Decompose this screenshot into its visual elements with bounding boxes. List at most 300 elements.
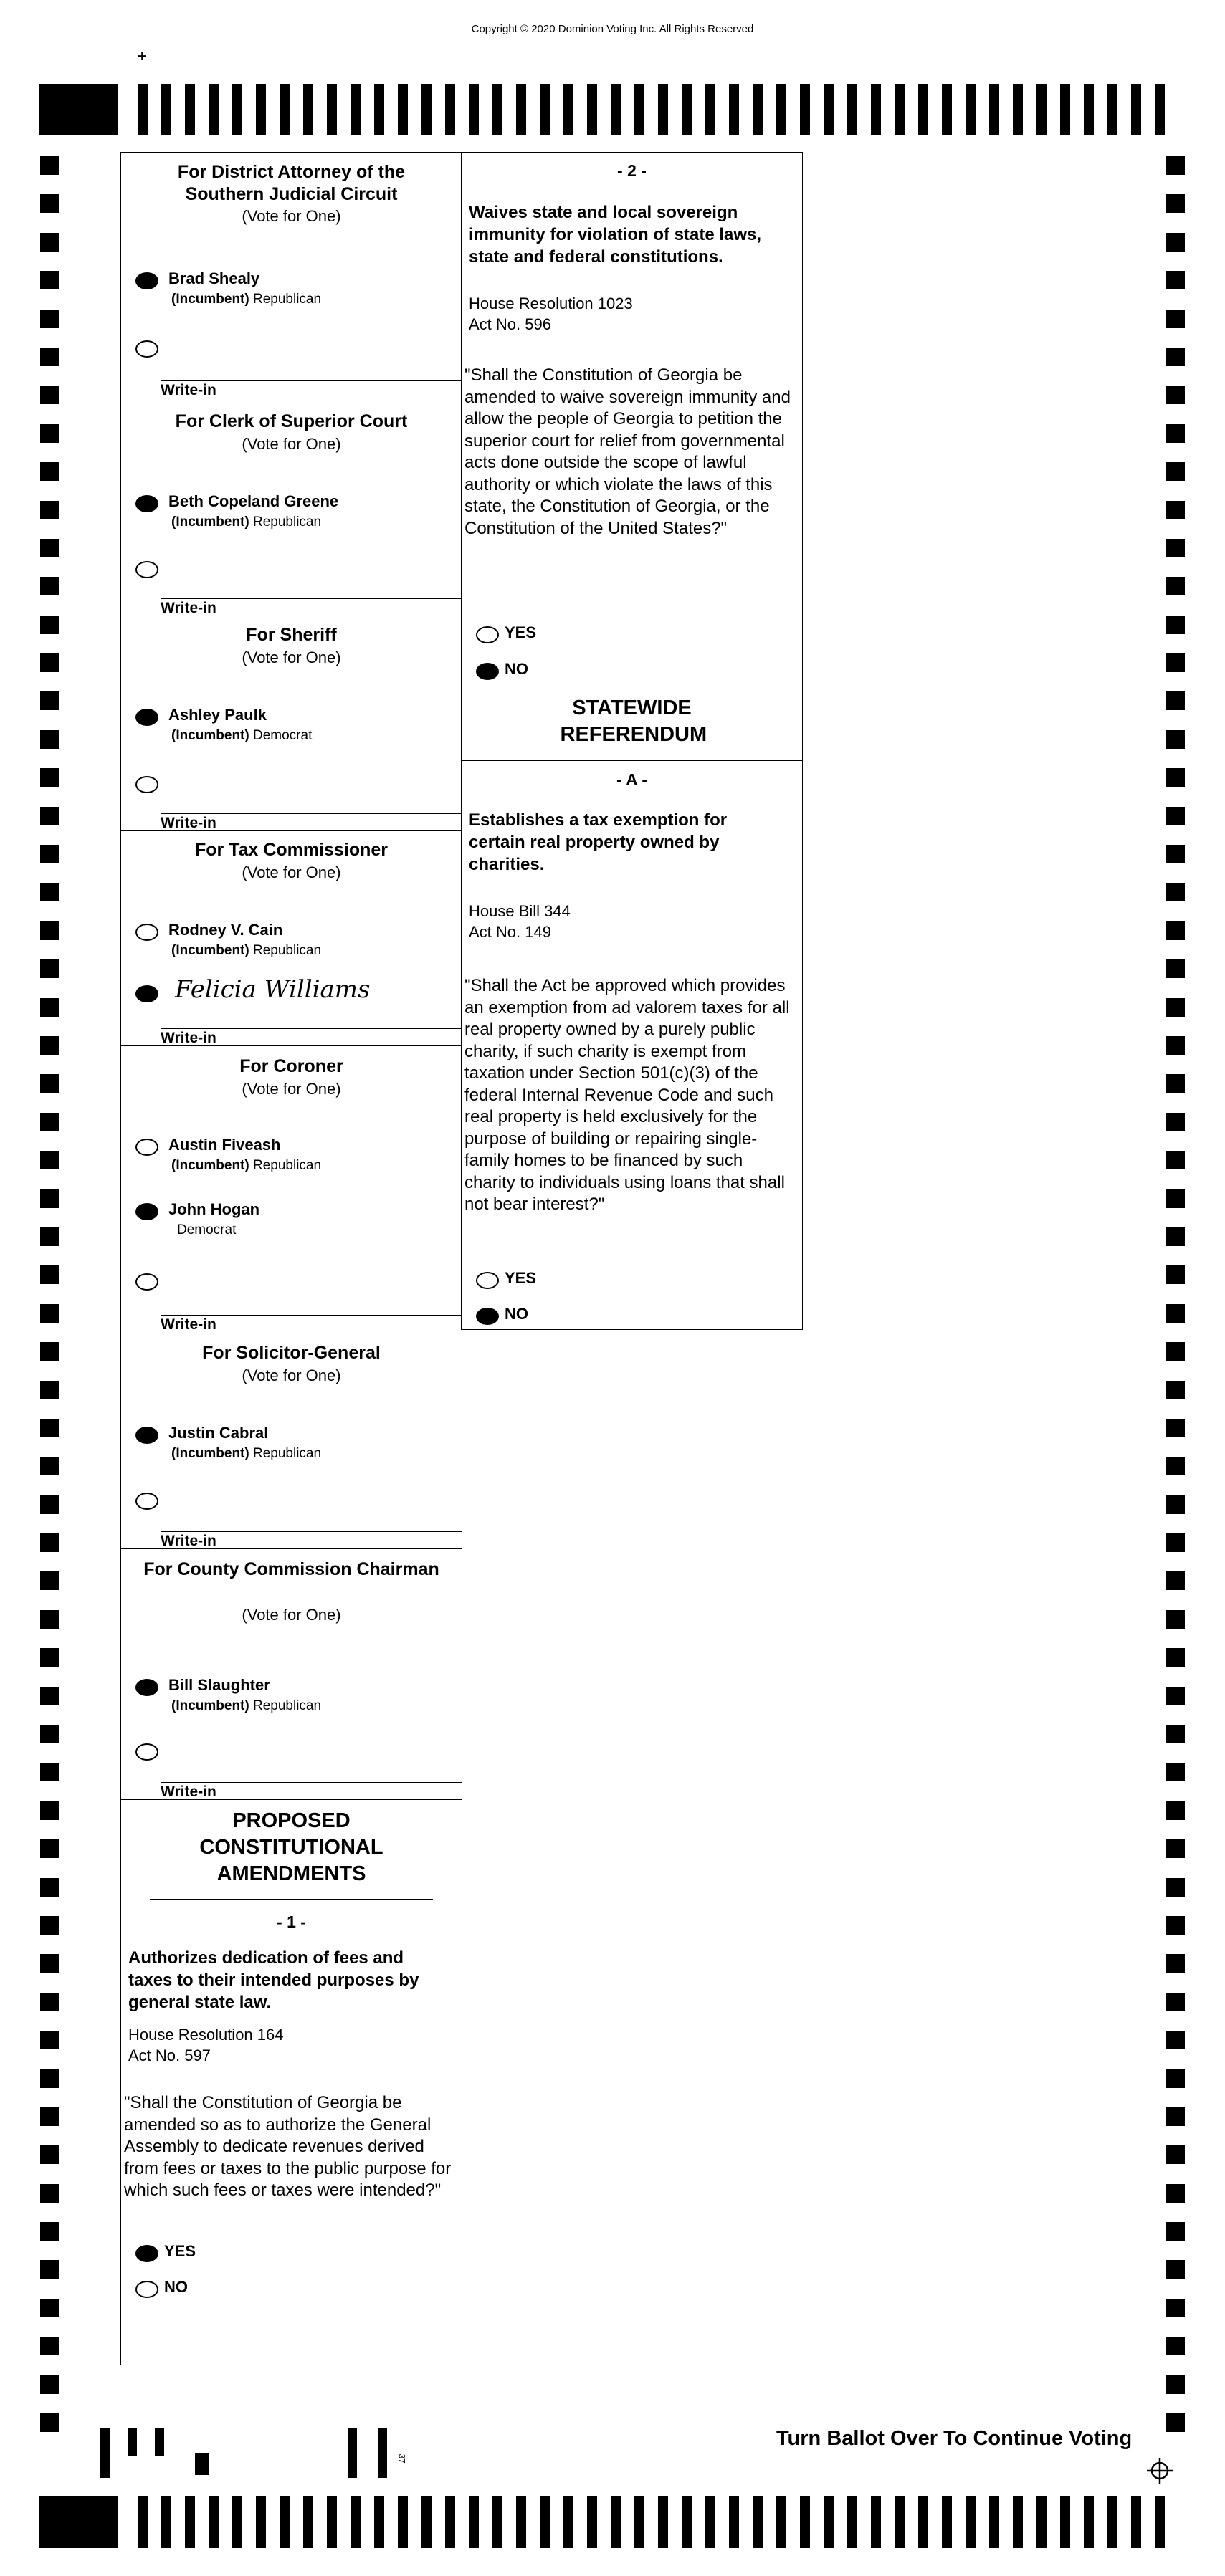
timing-mark <box>351 2496 361 2548</box>
side-timing-mark <box>40 691 59 710</box>
footer-bar <box>155 2428 164 2456</box>
amendment-1-number: - 1 - <box>277 1912 306 1931</box>
timing-mark <box>966 2496 976 2548</box>
side-timing-mark <box>40 1381 59 1399</box>
amendment-2-no-label: NO <box>505 660 528 678</box>
timing-mark <box>800 2496 810 2548</box>
amendment-2-ref-2: Act No. 596 <box>469 315 551 333</box>
side-timing-mark <box>1166 2107 1185 2126</box>
side-timing-mark <box>1166 1839 1185 1858</box>
right-timing-marks <box>1166 156 1185 2451</box>
vote-for-instruction: (Vote for One) <box>242 863 341 881</box>
side-timing-mark <box>40 1419 59 1437</box>
turn-ballot-over-text: Turn Ballot Over To Continue Voting <box>776 2427 1133 2450</box>
side-timing-mark <box>40 1495 59 1514</box>
side-timing-mark <box>40 1189 59 1208</box>
timing-mark <box>421 84 432 135</box>
race-title: For Solicitor-General <box>202 1343 381 1363</box>
amendment-2-number: - 2 - <box>617 161 647 180</box>
side-timing-mark <box>1166 1074 1185 1093</box>
write-in-oval[interactable] <box>135 1743 158 1761</box>
timing-mark <box>753 2496 763 2548</box>
timing-mark <box>1013 84 1023 135</box>
side-timing-mark <box>1166 1801 1185 1820</box>
race-title: For Sheriff <box>246 625 337 645</box>
side-timing-mark <box>40 462 59 481</box>
candidate-party-line <box>171 728 312 744</box>
timing-mark <box>303 84 313 135</box>
side-timing-mark <box>1166 1113 1185 1131</box>
timing-mark <box>1013 2496 1023 2548</box>
footer-bar <box>378 2428 387 2478</box>
candidate-party-line <box>171 943 321 959</box>
timing-mark <box>1131 84 1141 135</box>
incumbent-tag: (Incumbent) <box>171 514 249 530</box>
race-block <box>121 830 462 1046</box>
candidate-oval[interactable] <box>135 1203 158 1220</box>
candidate-name: Bill Slaughter <box>168 1676 270 1694</box>
amendment-1-yes-label: YES <box>164 2242 196 2260</box>
amendment-1-yes-oval[interactable] <box>135 2245 158 2262</box>
side-timing-mark <box>1166 1457 1185 1475</box>
write-in-line[interactable] <box>161 813 462 814</box>
side-timing-mark <box>40 2299 59 2317</box>
side-timing-mark <box>40 1878 59 1897</box>
side-timing-mark <box>1166 1571 1185 1590</box>
side-timing-mark <box>1166 348 1185 366</box>
footer-bar <box>100 2428 110 2478</box>
side-timing-mark <box>40 156 59 175</box>
side-timing-mark <box>1166 959 1185 978</box>
candidate-oval[interactable] <box>135 1427 158 1444</box>
copyright-notice: Copyright © 2020 Dominion Voting Inc. All Rights Reserved <box>471 23 754 35</box>
timing-mark <box>469 2496 479 2548</box>
side-timing-mark <box>1166 1916 1185 1935</box>
candidate-party-line <box>171 514 321 530</box>
timing-mark <box>705 84 715 135</box>
side-timing-mark <box>1166 1725 1185 1743</box>
timing-mark <box>871 2496 881 2548</box>
footer-bar <box>128 2428 137 2456</box>
side-timing-mark <box>1166 1687 1185 1705</box>
side-timing-mark <box>1166 616 1185 634</box>
side-timing-mark <box>40 577 59 595</box>
side-timing-mark <box>40 845 59 863</box>
side-timing-mark <box>1166 194 1185 213</box>
side-timing-mark <box>1166 1878 1185 1897</box>
referendum-a-yes-oval[interactable] <box>476 1272 499 1289</box>
side-timing-mark <box>40 2375 59 2394</box>
candidate-name: Brad Shealy <box>168 269 260 287</box>
timing-mark-block <box>39 2496 118 2548</box>
timing-mark <box>1036 2496 1047 2548</box>
amendment-2-title: Waives state and local sovereign immunity for violation of state laws, state and federal constitutions. <box>469 203 762 267</box>
write-in-label: Write-in <box>161 382 216 398</box>
candidate-party-line <box>171 1446 321 1462</box>
side-timing-mark <box>40 1801 59 1820</box>
registration-plus-mark: + <box>138 47 147 65</box>
timing-mark <box>682 2496 692 2548</box>
side-timing-mark <box>1166 845 1185 863</box>
write-in-line[interactable] <box>161 380 462 381</box>
side-timing-mark <box>1166 2031 1185 2049</box>
side-timing-mark <box>40 921 59 940</box>
side-timing-mark <box>40 2413 59 2432</box>
timing-mark <box>776 2496 786 2548</box>
side-timing-mark <box>40 1151 59 1169</box>
timing-mark <box>327 84 337 135</box>
race-title: For District Attorney of the Southern Judicial Circuit <box>177 162 406 204</box>
race-title: For Coroner <box>239 1056 343 1076</box>
side-timing-mark <box>40 1533 59 1552</box>
timing-mark <box>847 2496 857 2548</box>
candidate-oval[interactable] <box>135 272 158 289</box>
side-timing-mark <box>40 1304 59 1323</box>
candidate-party: Republican <box>253 1698 322 1713</box>
timing-mark <box>209 2496 219 2548</box>
incumbent-tag: (Incumbent) <box>171 1158 249 1173</box>
timing-mark <box>658 2496 668 2548</box>
candidate-party: Republican <box>253 943 322 958</box>
candidate-name: Justin Cabral <box>168 1424 269 1442</box>
race-block <box>121 1045 462 1334</box>
amendment-1-ref-2: Act No. 597 <box>128 2046 211 2064</box>
side-timing-mark <box>1166 2413 1185 2432</box>
side-timing-mark <box>1166 807 1185 825</box>
side-timing-mark <box>1166 1648 1185 1667</box>
side-timing-mark <box>40 1571 59 1590</box>
side-timing-mark <box>40 1113 59 1131</box>
write-in-line[interactable] <box>161 1028 462 1029</box>
referendum-a-no-oval[interactable] <box>476 1308 499 1325</box>
side-timing-mark <box>40 2031 59 2049</box>
amendment-1-title: Authorizes dedication of fees and taxes to their intended purposes by general state law. <box>128 1948 419 2012</box>
side-timing-mark <box>40 2337 59 2355</box>
timing-mark <box>303 2496 313 2548</box>
side-timing-mark <box>40 616 59 634</box>
side-timing-mark <box>1166 1036 1185 1055</box>
candidate-name: Ashley Paulk <box>168 706 267 724</box>
side-timing-mark <box>1166 424 1185 443</box>
timing-mark <box>942 2496 952 2548</box>
timing-mark <box>611 2496 621 2548</box>
timing-mark <box>1107 2496 1117 2548</box>
candidate-party-line <box>171 1698 321 1714</box>
side-timing-mark <box>1166 1993 1185 2011</box>
side-timing-mark <box>40 501 59 519</box>
timing-mark <box>209 84 219 135</box>
side-timing-mark <box>40 1342 59 1361</box>
side-timing-mark <box>40 1993 59 2011</box>
timing-mark <box>232 2496 242 2548</box>
timing-mark <box>824 2496 834 2548</box>
referendum-a-ref-1: House Bill 344 <box>469 902 571 920</box>
candidate-name: Beth Copeland Greene <box>168 492 339 510</box>
write-in-label: Write-in <box>161 1783 216 1800</box>
timing-mark <box>374 84 384 135</box>
race-block <box>121 401 462 616</box>
side-timing-mark <box>1166 577 1185 595</box>
side-timing-mark <box>1166 271 1185 289</box>
referendum-a-title: Establishes a tax exemption for certain real property owned by charities. <box>469 810 728 874</box>
write-in-oval[interactable] <box>135 776 158 793</box>
write-in-handwriting: Felicia Williams <box>175 975 371 1004</box>
side-timing-mark <box>40 539 59 557</box>
timing-mark <box>895 2496 905 2548</box>
timing-mark <box>492 84 502 135</box>
bottom-timing-marks <box>39 2496 1186 2548</box>
side-timing-mark <box>1166 1954 1185 1973</box>
write-in-line[interactable] <box>161 1531 462 1532</box>
candidate-oval[interactable] <box>135 924 158 941</box>
side-timing-mark <box>40 2145 59 2164</box>
timing-mark <box>516 2496 526 2548</box>
timing-mark <box>398 84 408 135</box>
timing-mark <box>516 84 526 135</box>
timing-mark <box>847 84 857 135</box>
write-in-oval[interactable] <box>135 561 158 578</box>
timing-mark <box>1060 84 1070 135</box>
side-timing-mark <box>40 1839 59 1858</box>
write-in-oval[interactable] <box>135 1493 158 1510</box>
timing-mark <box>445 84 455 135</box>
vote-for-instruction: (Vote for One) <box>242 1080 341 1098</box>
candidate-oval[interactable] <box>135 1139 158 1156</box>
referendum-a-no-label: NO <box>505 1305 528 1323</box>
timing-mark <box>161 84 171 135</box>
side-timing-mark <box>1166 2222 1185 2241</box>
side-timing-mark <box>40 1265 59 1284</box>
candidate-party: Republican <box>253 514 322 530</box>
timing-mark <box>280 2496 290 2548</box>
candidate-oval[interactable] <box>135 1679 158 1696</box>
referendum-a-text: "Shall the Act be approved which provides an exemption from ad valorem taxes for all real property owned by a purely public charity, if such charity is exempt from taxation under Section 501(c)(3) of the federal Internal Revenue Code and such real property is held exclusively for the purpose of building or repairing single-family homes to be financed by such charity to individuals using loans that shall not bear interest?" <box>464 976 790 1214</box>
side-timing-mark <box>40 2107 59 2126</box>
timing-mark <box>800 84 810 135</box>
timing-mark <box>966 84 976 135</box>
race-block <box>121 1548 462 1800</box>
side-timing-mark <box>1166 730 1185 749</box>
write-in-label: Write-in <box>161 1533 216 1549</box>
timing-mark <box>256 2496 266 2548</box>
side-timing-mark <box>40 1687 59 1705</box>
incumbent-tag: (Incumbent) <box>171 1446 249 1461</box>
timing-mark <box>634 84 644 135</box>
incumbent-tag: (Incumbent) <box>171 943 249 958</box>
side-timing-mark <box>1166 2145 1185 2164</box>
side-timing-mark <box>40 959 59 978</box>
right-ballot-column <box>461 152 803 1330</box>
write-in-label: Write-in <box>161 1316 216 1333</box>
candidate-party-line <box>177 1222 236 1238</box>
vote-for-instruction: (Vote for One) <box>242 207 341 225</box>
side-timing-mark <box>1166 462 1185 481</box>
timing-mark <box>445 2496 455 2548</box>
side-timing-mark <box>1166 2337 1185 2355</box>
candidate-name: John Hogan <box>168 1200 260 1218</box>
side-timing-mark <box>40 653 59 672</box>
footer-bar <box>195 2453 209 2475</box>
candidate-party-line <box>171 292 321 307</box>
side-timing-mark <box>1166 156 1185 175</box>
footer-bar <box>348 2428 357 2478</box>
timing-mark <box>587 2496 597 2548</box>
amendment-2-yes-label: YES <box>505 623 537 641</box>
candidate-party-line <box>171 1158 321 1174</box>
incumbent-tag: (Incumbent) <box>171 292 249 307</box>
timing-mark <box>895 84 905 135</box>
top-timing-marks <box>39 84 1186 135</box>
side-timing-mark <box>40 386 59 404</box>
side-timing-mark <box>40 1954 59 1973</box>
side-timing-mark <box>1166 1227 1185 1246</box>
candidate-party: Republican <box>253 1446 322 1461</box>
timing-mark <box>351 84 361 135</box>
side-timing-mark <box>40 1227 59 1246</box>
side-timing-mark <box>1166 921 1185 940</box>
timing-mark <box>563 2496 573 2548</box>
amendment-1-no-oval[interactable] <box>135 2281 158 2298</box>
timing-mark <box>611 84 621 135</box>
timing-mark <box>138 2496 148 2548</box>
side-timing-mark <box>1166 1189 1185 1208</box>
timing-mark <box>1155 2496 1165 2548</box>
timing-mark <box>824 84 834 135</box>
timing-mark <box>682 84 692 135</box>
amendments-section <box>121 1808 462 1887</box>
side-timing-mark <box>40 1074 59 1093</box>
side-timing-mark <box>40 768 59 787</box>
side-timing-mark <box>40 1457 59 1475</box>
timing-mark <box>161 2496 171 2548</box>
side-timing-mark <box>1166 998 1185 1017</box>
side-timing-mark <box>1166 883 1185 901</box>
referendum-bottom-divider <box>462 760 802 761</box>
side-timing-mark <box>1166 501 1185 519</box>
amendment-2-yes-oval[interactable] <box>476 626 499 643</box>
amendment-2-ref-1: House Resolution 1023 <box>469 295 633 312</box>
timing-mark <box>918 84 928 135</box>
side-timing-mark <box>40 1725 59 1743</box>
write-in-line[interactable] <box>161 598 462 599</box>
timing-mark <box>729 2496 739 2548</box>
side-timing-mark <box>1166 1381 1185 1399</box>
side-timing-mark <box>40 1763 59 1781</box>
timing-mark <box>989 84 999 135</box>
side-timing-mark <box>40 233 59 252</box>
amendment-2-text: "Shall the Constitution of Georgia be amended to waive sovereign immunity and allow the people of Georgia to petition the superior court for relief from governmental acts done outside the scope of lawful authority or which violate the laws of this state, the Constitution of Georgia, or the Constitution of the United States?" <box>464 365 791 538</box>
incumbent-tag: (Incumbent) <box>171 1698 249 1713</box>
referendum-a-ref-2: Act No. 149 <box>469 923 551 941</box>
timing-mark <box>1060 2496 1070 2548</box>
write-in-label: Write-in <box>161 1030 216 1046</box>
side-timing-mark <box>1166 653 1185 672</box>
timing-mark <box>256 84 266 135</box>
timing-mark <box>989 2496 999 2548</box>
referendum-a-number: - A - <box>616 770 647 789</box>
side-timing-mark <box>1166 2375 1185 2394</box>
timing-mark <box>753 84 763 135</box>
side-timing-mark <box>1166 1265 1185 1284</box>
timing-mark <box>540 2496 550 2548</box>
amendment-2-no-oval[interactable] <box>476 663 499 680</box>
timing-mark <box>232 84 242 135</box>
side-timing-mark <box>1166 1763 1185 1781</box>
side-timing-mark <box>40 271 59 289</box>
timing-mark <box>280 84 290 135</box>
side-timing-mark <box>1166 310 1185 328</box>
candidate-oval[interactable] <box>135 495 158 512</box>
candidate-oval[interactable] <box>135 709 158 726</box>
side-timing-mark <box>1166 691 1185 710</box>
side-timing-mark <box>40 348 59 366</box>
write-in-oval[interactable] <box>135 340 158 358</box>
timing-mark <box>705 2496 715 2548</box>
timing-mark <box>1107 84 1117 135</box>
vote-for-instruction: (Vote for One) <box>242 1366 341 1384</box>
side-timing-mark <box>40 1916 59 1935</box>
side-timing-mark <box>1166 386 1185 404</box>
side-timing-mark <box>40 1036 59 1055</box>
race-title: For County Commission Chairman <box>143 1559 439 1579</box>
write-in-label: Write-in <box>161 815 216 831</box>
amendment-1-ref-1: House Resolution 164 <box>128 2026 284 2044</box>
race-title: For Clerk of Superior Court <box>175 411 408 431</box>
side-timing-mark <box>1166 1304 1185 1323</box>
timing-mark <box>729 84 739 135</box>
incumbent-tag: (Incumbent) <box>171 728 249 743</box>
side-timing-mark <box>1166 1610 1185 1629</box>
timing-mark <box>1084 2496 1094 2548</box>
amendment-1-text: "Shall the Constitution of Georgia be amended so as to authorize the General Assembly to dedicate revenues derived from fees or taxes to the public purpose for which such fees or taxes were intended?" <box>124 2093 452 2200</box>
amendments-header: PROPOSED CONSTITUTIONAL AMENDMENTS <box>199 1809 383 1885</box>
side-timing-mark <box>40 2184 59 2203</box>
timing-mark <box>776 84 786 135</box>
race-block <box>121 1334 462 1549</box>
timing-mark <box>374 2496 384 2548</box>
timing-mark <box>563 84 573 135</box>
side-timing-mark <box>1166 539 1185 557</box>
write-in-line[interactable] <box>161 1315 462 1316</box>
side-timing-mark <box>1166 2069 1185 2088</box>
timing-mark <box>1036 84 1047 135</box>
write-in-oval[interactable] <box>135 1273 158 1291</box>
timing-mark <box>1131 2496 1141 2548</box>
side-timing-mark <box>1166 2299 1185 2317</box>
timing-mark <box>587 84 597 135</box>
timing-mark <box>942 84 952 135</box>
side-timing-mark <box>1166 233 1185 252</box>
timing-mark <box>918 2496 928 2548</box>
candidate-name: Rodney V. Cain <box>168 921 283 939</box>
side-timing-mark <box>40 998 59 1017</box>
write-in-label: Write-in <box>161 600 216 616</box>
side-timing-mark <box>40 424 59 443</box>
write-in-oval[interactable] <box>135 985 158 1002</box>
side-timing-mark <box>40 1648 59 1667</box>
side-timing-mark <box>1166 1495 1185 1514</box>
timing-mark <box>871 84 881 135</box>
candidate-party: Democrat <box>177 1222 237 1237</box>
left-timing-marks <box>40 156 59 2451</box>
timing-mark <box>1155 84 1165 135</box>
referendum-header-block <box>462 695 802 748</box>
side-timing-mark <box>40 807 59 825</box>
timing-mark <box>658 84 668 135</box>
timing-mark <box>634 2496 644 2548</box>
write-in-line[interactable] <box>161 1782 462 1783</box>
crosshair-target-icon <box>1145 2456 1174 2489</box>
